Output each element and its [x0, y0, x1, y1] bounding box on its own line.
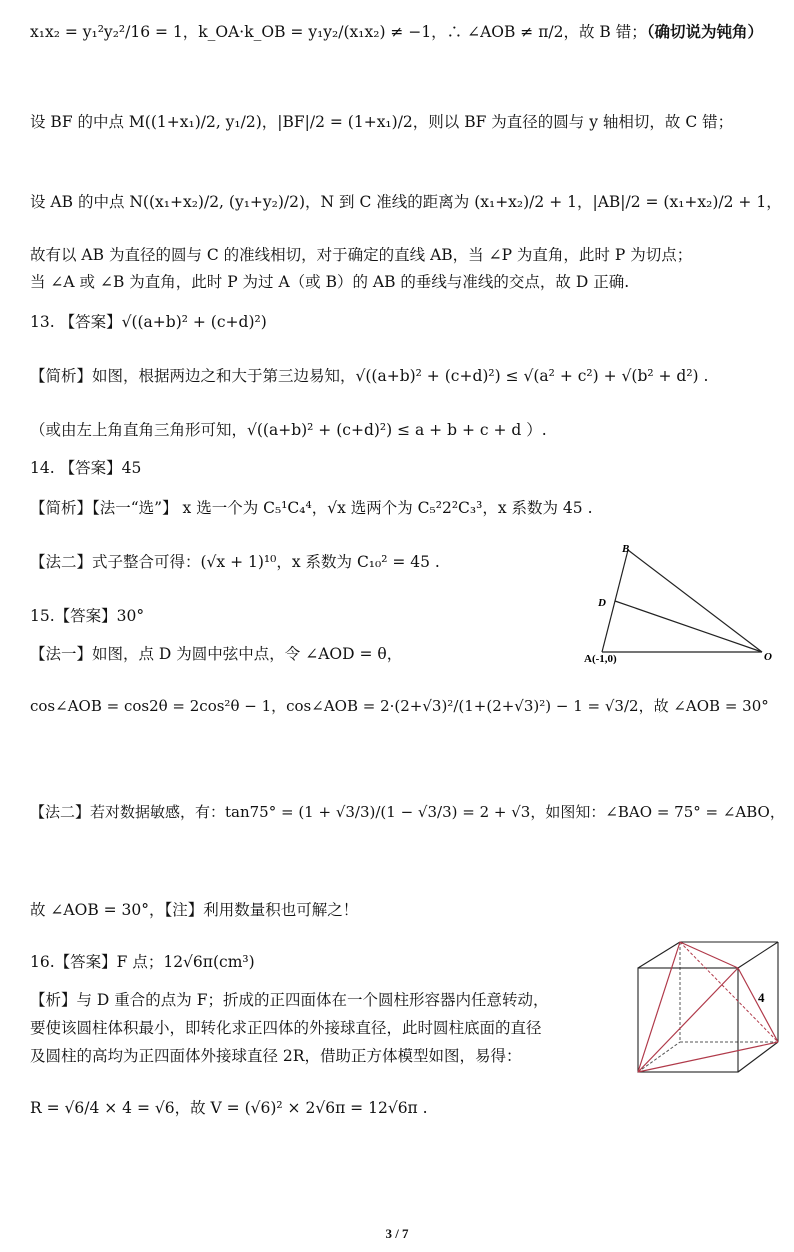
- text-line-4: 故有以 AB 为直径的圆与 C 的准线相切，对于确定的直线 AB，当 ∠P 为直角，此时 P 为切点；: [30, 246, 693, 264]
- q13-analysis-1: 【简析】如图，根据两边之和大于第三边易知，√((a+b)² + (c+d)²) ≤ √(a² + c²) + √(b² + d²) .: [30, 367, 709, 385]
- cube-figure: [634, 938, 784, 1078]
- text-line-3: 设 AB 的中点 N((x₁+x₂)/2, (y₁+y₂)/2)，N 到 C 准线的距离为 (x₁+x₂)/2 + 1，|AB|/2 = (x₁+x₂)/2 + 1，: [30, 193, 782, 211]
- q13-answer: 13. 【答案】√((a+b)² + (c+d)²): [30, 313, 267, 331]
- segment-DO: [615, 601, 762, 652]
- line-1-note: （确切说为钝角）: [646, 22, 764, 41]
- q15-method-2: 【法二】若对数据敏感，有：tan75° = (1 + √3/3)/(1 − √3/3) = 2 + √3，如图知：∠BAO = 75° = ∠ABO，: [30, 803, 785, 821]
- cube-edge: [738, 942, 778, 968]
- tetra-edge: [638, 942, 680, 1072]
- edge-length-label: 4: [758, 990, 765, 1005]
- q16-analysis-3: 及圆柱的高均为正四面体外接球直径 2R，借助正方体模型如图，易得：: [30, 1047, 522, 1065]
- tetra-edge: [638, 968, 738, 1072]
- line-1-text: x₁x₂ = y₁²y₂²/16 = 1，k_OA·k_OB = y₁y₂/(x₁x₂) ≠ −1，∴ ∠AOB ≠ π/2，故 B 错；: [30, 23, 647, 41]
- q15-method-1: 【法一】如图，点 D 为圆中弦中点，令 ∠AOD = θ，: [30, 645, 403, 663]
- tetra-edge: [680, 942, 738, 968]
- label-O: O: [764, 651, 772, 663]
- page-number: 3 / 7: [385, 1226, 409, 1241]
- q14-method-1: 【简析】【法一“选”】 x 选一个为 C₅¹C₄⁴，√x 选两个为 C₅²2²C₃³，x 系数为 45 .: [30, 499, 593, 517]
- text-line-2: 设 BF 的中点 M((1+x₁)/2, y₁/2)，|BF|/2 = (1+x₁)/2，则以 BF 为直径的圆与 y 轴相切，故 C 错；: [30, 113, 734, 131]
- q16-analysis-2: 要使该圆柱体积最小，即转化求正四体的外接球直径，此时圆柱底面的直径: [30, 1019, 542, 1037]
- text-line-5: 当 ∠A 或 ∠B 为直角，此时 P 为过 A（或 B）的 AB 的垂线与准线的交点，故 D 正确.: [30, 273, 630, 291]
- q14-answer: 14. 【答案】45: [30, 459, 142, 477]
- cube-edge: [638, 942, 680, 968]
- label-A: A(-1,0): [584, 653, 617, 665]
- q15-method-2-conclusion: 故 ∠AOB = 30°，【注】利用数量积也可解之！: [30, 901, 359, 919]
- q15-answer: 15.【答案】30°: [30, 607, 145, 625]
- q16-analysis-1: 【析】与 D 重合的点为 F；折成的正四面体在一个圆柱形容器内任意转动，: [30, 991, 549, 1009]
- label-B: B: [622, 543, 630, 555]
- segment-BO: [628, 550, 762, 652]
- q15-method-1-calc: cos∠AOB = cos2θ = 2cos²θ − 1，cos∠AOB = 2·(2+√3)²/(1+(2+√3)²) − 1 = √3/2，故 ∠AOB = 30°: [30, 697, 769, 715]
- text-line-1: [30, 22, 763, 42]
- triangle-figure: [582, 538, 782, 668]
- q13-analysis-2: （或由左上角直角三角形可知，√((a+b)² + (c+d)²) ≤ a + b + c + d ）.: [30, 421, 547, 439]
- q16-answer: 16.【答案】F 点；12√6π(cm³): [30, 953, 255, 971]
- q16-analysis-4: R = √6/4 × 4 = √6，故 V = (√6)² × 2√6π = 12√6π .: [30, 1099, 428, 1117]
- label-D: D: [598, 597, 606, 609]
- tetra-edge: [738, 968, 778, 1042]
- q14-method-2: 【法二】式子整合可得：(√x + 1)¹⁰，x 系数为 C₁₀² = 45 .: [30, 553, 440, 571]
